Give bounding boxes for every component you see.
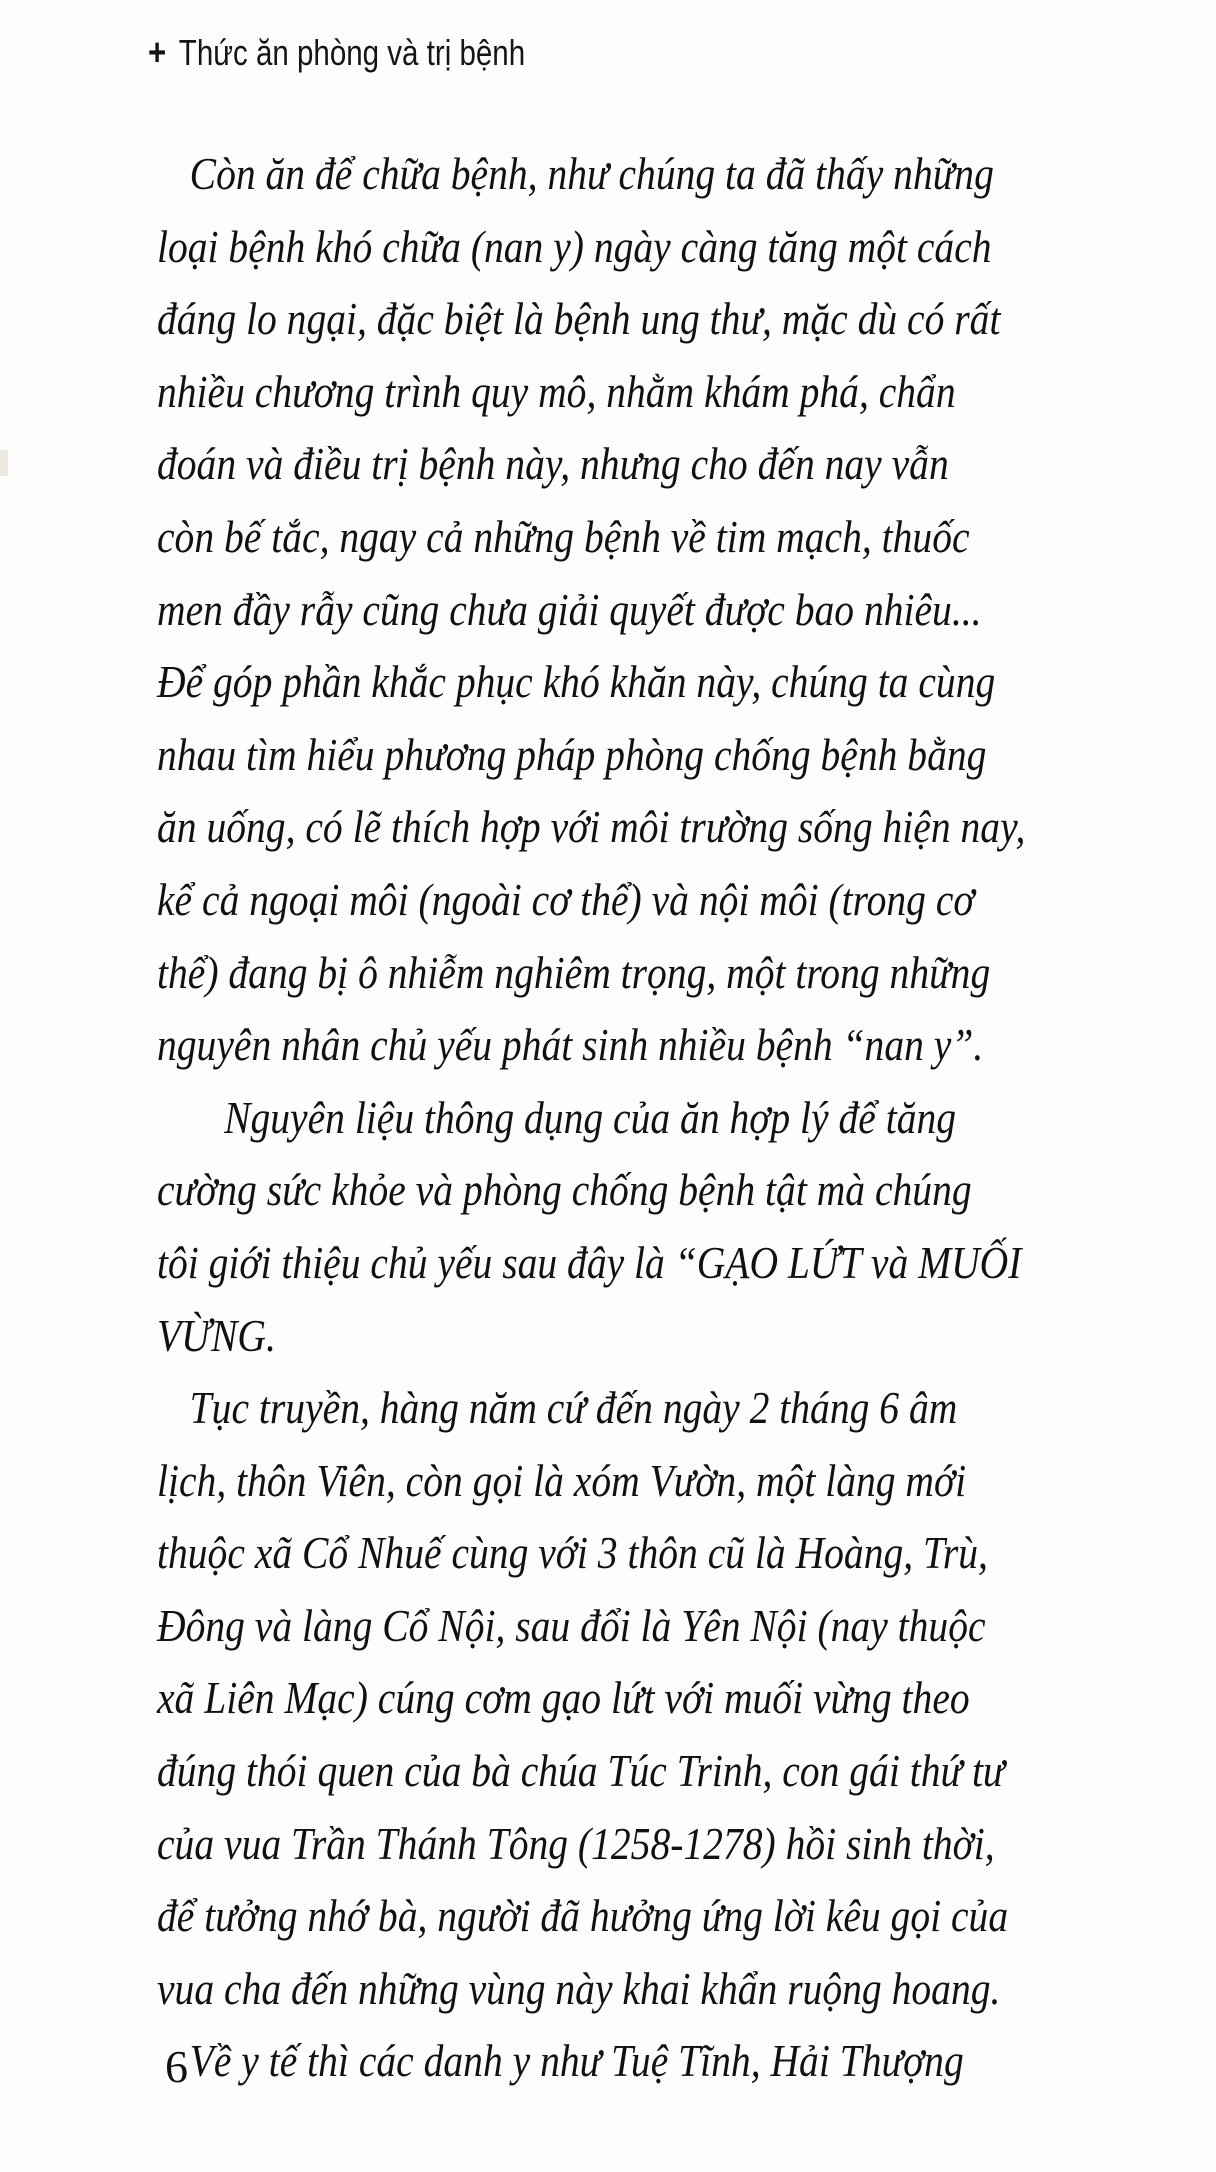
text-line: tôi giới thiệu chủ yếu sau đây là “GẠO LỨT và MUỐI	[157, 1236, 1022, 1288]
text-line: để tưởng nhớ bà, người đã hưởng ứng lời kêu gọi của	[157, 1890, 1009, 1942]
text-line: Về y tế thì các danh y như Tuệ Tĩnh, Hải Thượng	[189, 2035, 964, 2087]
text-line: loại bệnh khó chữa (nan y) ngày càng tăng một cách	[157, 220, 992, 272]
text-line: nhau tìm hiểu phương pháp phòng chống bệnh bằng	[157, 728, 987, 780]
text-line: đáng lo ngại, đặc biệt là bệnh ung thư, mặc dù có rất	[157, 293, 1001, 345]
text-line: đúng thói quen của bà chúa Túc Trinh, con gái thứ tư	[157, 1745, 1005, 1797]
text-line: của vua Trần Thánh Tông (1258-1278) hồi sinh thời,	[157, 1817, 995, 1869]
text-line: Tục truyền, hàng năm cứ đến ngày 2 tháng 6 âm	[189, 1382, 958, 1434]
text-line: Còn ăn để chữa bệnh, như chúng ta đã thấy những	[189, 148, 994, 199]
text-line: thể) đang bị ô nhiễm nghiêm trọng, một trong những	[157, 946, 991, 998]
page-edge-mark	[0, 450, 8, 476]
text-line: nguyên nhân chủ yếu phát sinh nhiều bệnh “nan y”.	[157, 1019, 984, 1071]
text-line: nhiều chương trình quy mô, nhằm khám phá, chẩn	[157, 365, 956, 417]
text-line: đoán và điều trị bệnh này, nhưng cho đến nay vẫn	[157, 438, 949, 490]
text-line: còn bế tắc, ngay cả những bệnh về tim mạch, thuốc	[157, 510, 970, 562]
text-line: Nguyên liệu thông dụng của ăn hợp lý để tăng	[224, 1091, 957, 1143]
text-line: thuộc xã Cổ Nhuế cùng với 3 thôn cũ là Hoàng, Trù,	[157, 1527, 988, 1579]
text-line: ăn uống, có lẽ thích hợp với môi trường sống hiện nay,	[157, 801, 1026, 853]
plus-icon: +	[148, 32, 167, 74]
text-line: vua cha đến những vùng này khai khẩn ruộng hoang.	[157, 1962, 1001, 2014]
text-line: lịch, thôn Viên, còn gọi là xóm Vườn, một làng mới	[157, 1454, 967, 1506]
body-text	[157, 138, 1167, 2098]
text-line: kể cả ngoại môi (ngoài cơ thể) và nội môi (trong cơ	[157, 873, 975, 925]
text-line: Để góp phần khắc phục khó khăn này, chúng ta cùng	[157, 656, 996, 708]
running-header	[148, 32, 525, 75]
text-line: men đầy rẫy cũng chưa giải quyết được bao nhiêu...	[157, 583, 982, 635]
text-line: VỪNG.	[157, 1309, 276, 1361]
text-line: Đông và làng Cổ Nội, sau đổi là Yên Nội (nay thuộc	[157, 1599, 986, 1651]
text-line: cường sức khỏe và phòng chống bệnh tật mà chúng	[157, 1164, 972, 1216]
header-title: Thức ăn phòng và trị bệnh	[178, 32, 526, 73]
text-line: xã Liên Mạc) cúng cơm gạo lứt với muối vừng theo	[157, 1672, 970, 1724]
page-number: 6	[165, 2041, 188, 2092]
